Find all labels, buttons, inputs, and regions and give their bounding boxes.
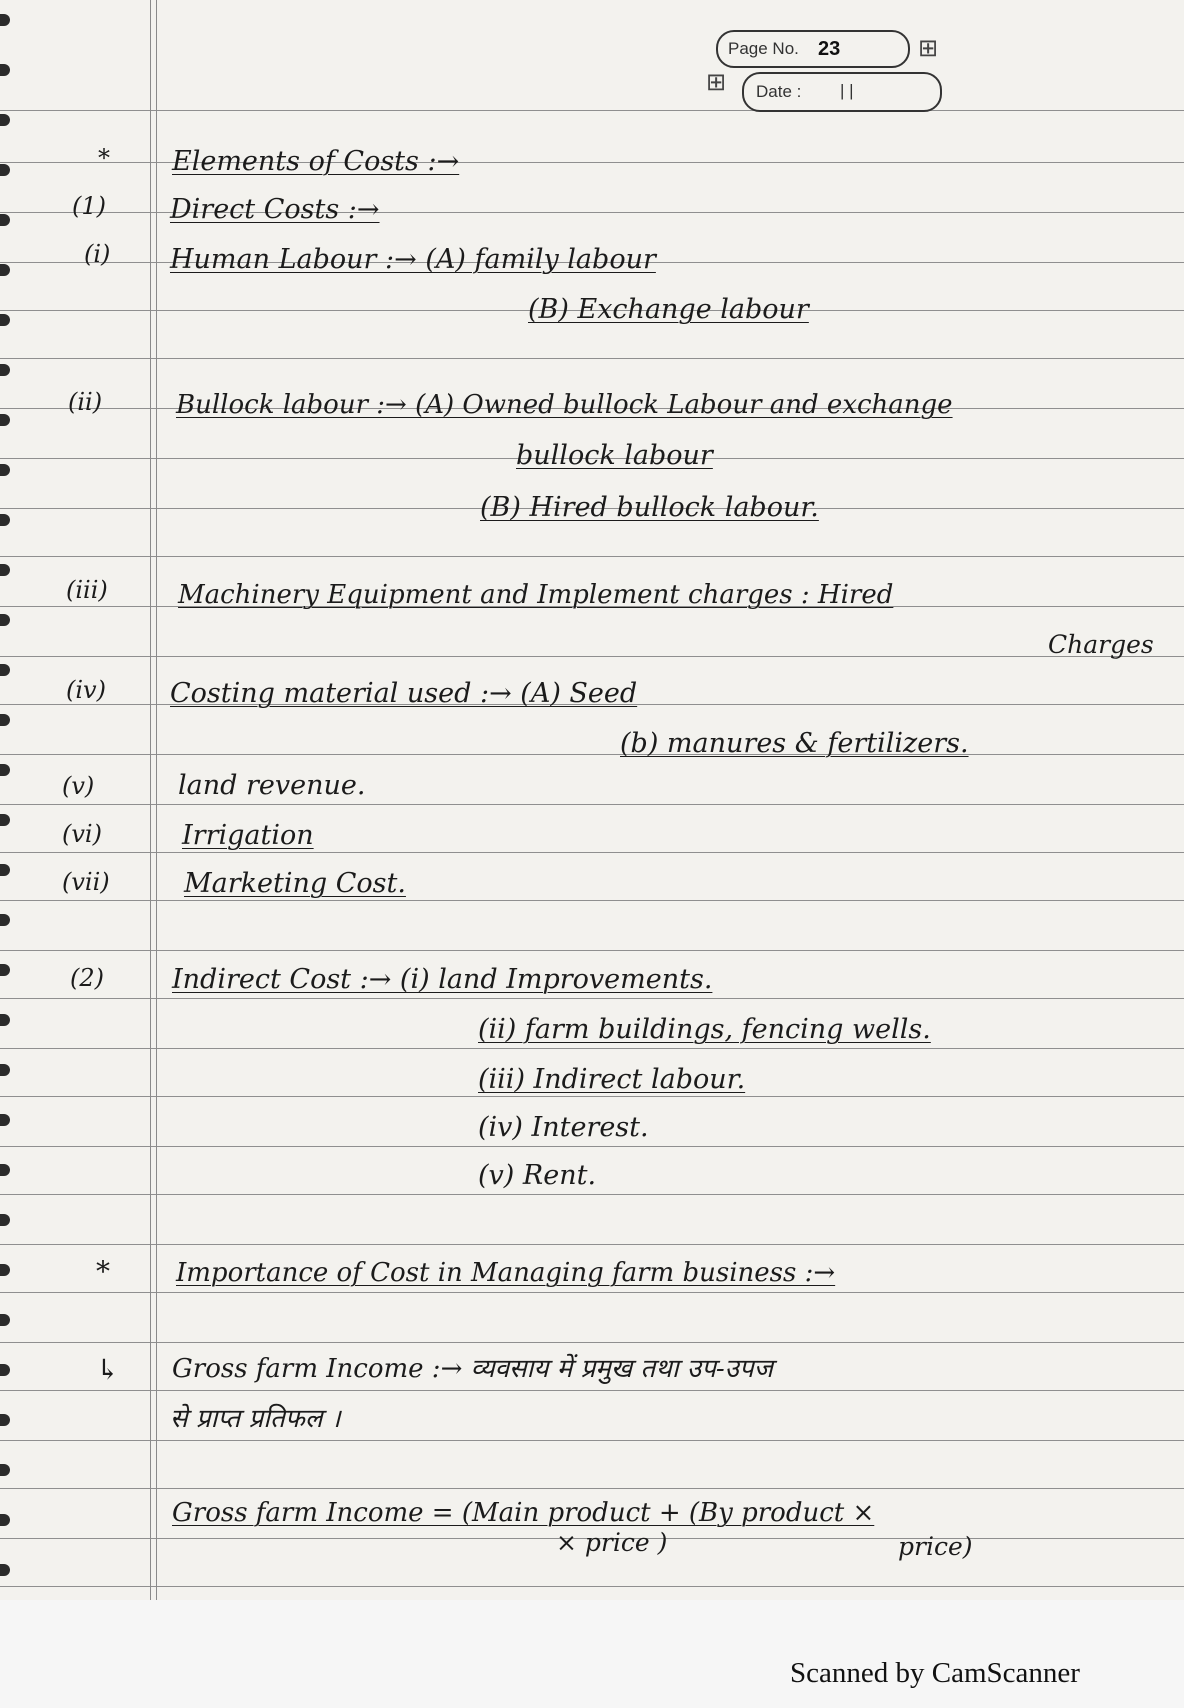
line-gross-formula: Gross farm Income = (Main product + (By product × (172, 1498, 875, 1528)
date-box (742, 72, 942, 112)
binding-hole (0, 414, 10, 426)
line-costing-material: Costing material used :→ (A) Seed (170, 678, 638, 709)
item-number: (vi) (62, 820, 102, 848)
binding-hole (0, 914, 10, 926)
rule-line (0, 1244, 1184, 1245)
heading-direct-costs: Direct Costs :→ (170, 194, 380, 225)
binding-hole (0, 14, 10, 26)
line-gross-farm-income: Gross farm Income :→ व्यवसाय में प्रमुख तथा उप-उपज (172, 1354, 773, 1384)
page-number-box (716, 30, 910, 68)
rule-line (0, 1146, 1184, 1147)
binding-hole (0, 764, 10, 776)
binding-hole (0, 864, 10, 876)
binding-hole (0, 1514, 10, 1526)
date-value: | | (840, 81, 854, 100)
line-bullock-labour-cont: bullock labour (516, 440, 713, 471)
rule-line (0, 900, 1184, 901)
rule-line (0, 1292, 1184, 1293)
bullet-marker: * (98, 144, 110, 172)
binding-hole (0, 564, 10, 576)
item-number: (i) (84, 240, 111, 268)
binding-hole (0, 1064, 10, 1076)
rule-line (0, 1194, 1184, 1195)
line-rent: (v) Rent. (478, 1160, 597, 1191)
date-label: Date : (756, 82, 802, 101)
binding-hole (0, 814, 10, 826)
heading-importance-of-cost: Importance of Cost in Managing farm business :→ (176, 1258, 836, 1288)
binding-hole (0, 1214, 10, 1226)
binding-hole (0, 214, 10, 226)
line-manures: (b) manures & fertilizers. (620, 728, 969, 759)
footer-band (0, 1600, 1184, 1708)
line-indirect-cost: Indirect Cost :→ (i) land Improvements. (172, 964, 713, 995)
binding-hole (0, 164, 10, 176)
rule-line (0, 754, 1184, 755)
page-number: 23 (818, 38, 841, 60)
binding-hole (0, 1264, 10, 1276)
line-indirect-labour: (iii) Indirect labour. (478, 1064, 746, 1095)
binding-hole (0, 1414, 10, 1426)
line-human-labour: Human Labour :→ (A) family labour (170, 244, 656, 275)
item-number: (2) (70, 964, 104, 992)
rule-line (0, 998, 1184, 999)
line-marketing-cost: Marketing Cost. (184, 868, 406, 899)
margin-line (156, 0, 157, 1600)
line-irrigation: Irrigation (182, 820, 314, 851)
item-number: (vii) (62, 868, 110, 896)
binding-hole (0, 364, 10, 376)
binding-hole (0, 314, 10, 326)
binding-hole (0, 664, 10, 676)
arrow-marker: ↳ (96, 1353, 120, 1386)
rule-line (0, 1096, 1184, 1097)
binding-hole (0, 1364, 10, 1376)
rule-line (0, 804, 1184, 805)
rule-line (0, 1586, 1184, 1587)
grid-mark-icon: ⊞ (918, 34, 939, 62)
rule-line (0, 358, 1184, 359)
binding-hole (0, 114, 10, 126)
item-number: (ii) (68, 388, 103, 416)
binding-hole (0, 1014, 10, 1026)
line-farm-buildings: (ii) farm buildings, fencing wells. (478, 1014, 931, 1045)
bullet-marker: * (96, 1255, 110, 1288)
item-number: (v) (62, 772, 95, 800)
binding-hole (0, 1314, 10, 1326)
margin-line (150, 0, 151, 1600)
rule-line (0, 556, 1184, 557)
rule-line (0, 110, 1184, 111)
rule-line (0, 1488, 1184, 1489)
rule-line (0, 1390, 1184, 1391)
scanner-watermark: Scanned by CamScanner (790, 1657, 1080, 1689)
line-exchange-labour: (B) Exchange labour (528, 294, 809, 325)
binding-hole (0, 264, 10, 276)
binding-hole (0, 614, 10, 626)
line-charges-cont: Charges (1048, 630, 1154, 659)
binding-hole (0, 964, 10, 976)
rule-line (0, 852, 1184, 853)
binding-hole (0, 1564, 10, 1576)
item-number: (iv) (66, 676, 106, 704)
line-bullock-labour: Bullock labour :→ (A) Owned bullock Labour and exchange (176, 390, 953, 420)
rule-line (0, 1048, 1184, 1049)
heading-elements-of-costs: Elements of Costs :→ (172, 146, 460, 177)
line-land-revenue: land revenue. (178, 770, 366, 801)
rule-line (0, 1440, 1184, 1441)
line-machinery-charges: Machinery Equipment and Implement charges : Hired (178, 580, 894, 610)
binding-hole (0, 514, 10, 526)
line-hired-bullock: (B) Hired bullock labour. (480, 492, 819, 523)
line-formula-price: × price ) (556, 1528, 668, 1557)
page-label: Page No. (728, 39, 799, 58)
rule-line (0, 656, 1184, 657)
rule-line (0, 1342, 1184, 1343)
binding-hole (0, 714, 10, 726)
rule-line (0, 950, 1184, 951)
binding-hole (0, 1464, 10, 1476)
line-interest: (iv) Interest. (478, 1112, 649, 1143)
binding-hole (0, 464, 10, 476)
line-formula-price-2: price) (898, 1532, 973, 1561)
binding-hole (0, 1164, 10, 1176)
binding-hole (0, 64, 10, 76)
line-hindi-continuation: से प्राप्त प्रतिफल । (170, 1404, 341, 1434)
binding-hole (0, 1114, 10, 1126)
item-number: (1) (72, 192, 106, 220)
item-number: (iii) (66, 576, 108, 604)
grid-mark-icon: ⊞ (706, 68, 727, 96)
